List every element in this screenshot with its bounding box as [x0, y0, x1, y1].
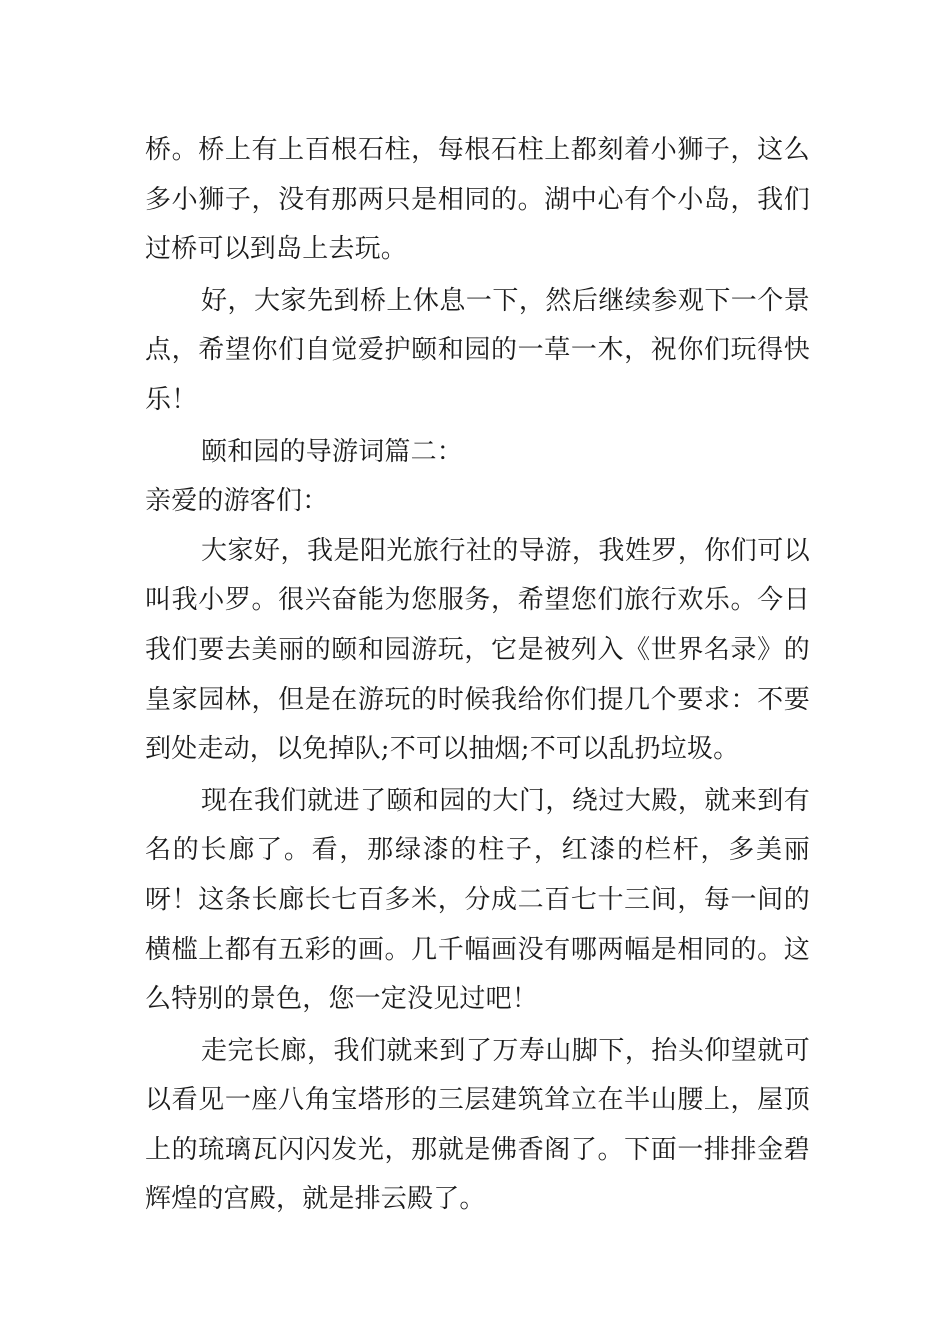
- paragraph-closing-remarks: 好，大家先到桥上休息一下，然后继续参观下一个景点，希望你们自觉爱护颐和园的一草一木，祝你们玩得快乐！: [145, 285, 810, 415]
- paragraph-long-corridor: 现在我们就进了颐和园的大门，绕过大殿，就来到有名的长廊了。看，那绿漆的柱子，红漆的栏杆，多美丽呀！这条长廊长七百多米，分成二百七十三间，每一间的横槛上都有五彩的画。几千幅画没有哪两幅是相同的。这么特别的景色，您一定没见过吧！: [145, 785, 810, 1015]
- paragraph-longevity-hill: 走完长廊，我们就来到了万寿山脚下，抬头仰望就可以看见一座八角宝塔形的三层建筑耸立在半山腰上，屋顶上的琉璃瓦闪闪发光，那就是佛香阁了。下面一排排金碧辉煌的宫殿，就是排云殿了。: [145, 1035, 810, 1215]
- section-heading: 颐和园的导游词篇二：: [201, 436, 464, 467]
- document-body: [145, 126, 810, 1227]
- salutation: 亲爱的游客们：: [145, 486, 329, 517]
- paragraph-greeting: 大家好，我是阳光旅行社的导游，我姓罗，你们可以叫我小罗。很兴奋能为您服务，希望您们旅行欢乐。今日我们要去美丽的颐和园游玩，它是被列入《世界名录》的皇家园林，但是在游玩的时候我给你们提几个要求：不要到处走动，以免掉队;不可以抽烟;不可以乱扔垃圾。: [145, 535, 810, 765]
- paragraph-bridge-continuation: 桥。桥上有上百根石柱，每根石柱上都刻着小狮子，这么多小狮子，没有那两只是相同的。湖中心有个小岛，我们过桥可以到岛上去玩。: [145, 135, 810, 265]
